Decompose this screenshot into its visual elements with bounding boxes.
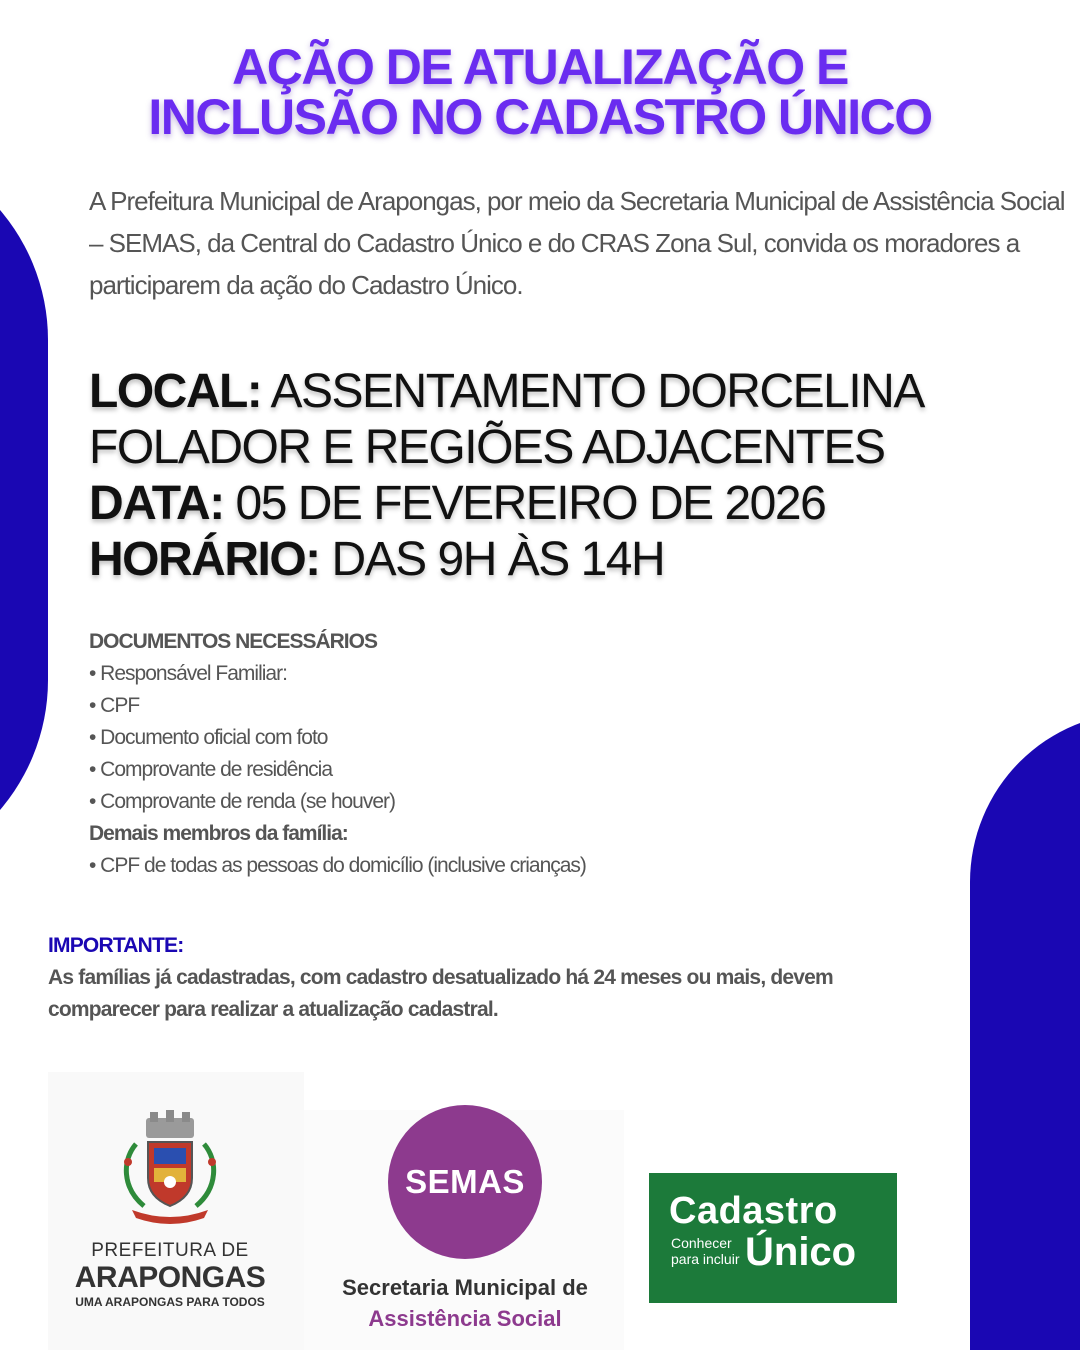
date-label: DATA: xyxy=(89,477,224,530)
event-details xyxy=(89,364,1069,588)
intro-paragraph: A Prefeitura Municipal de Arapongas, por meio da Secretaria Municipal de Assistência Social – SEMAS, da Central do Cadastro Único e do CRAS Zona Sul, convida os moradores a participarem da ação do Cadastro Único. xyxy=(89,186,1065,300)
decorative-right-shape xyxy=(970,712,1080,1350)
list-item: • Comprovante de residência xyxy=(89,758,332,781)
event-date-row xyxy=(89,476,1069,532)
cadastro-tagline-2: para incluir xyxy=(671,1251,740,1267)
event-local-row xyxy=(89,364,1069,420)
list-item: • Comprovante de renda (se houver) xyxy=(89,790,396,813)
local-label: LOCAL: xyxy=(89,365,262,418)
date-value: 05 DE FEVEREIRO DE 2026 xyxy=(223,477,826,530)
time-label: HORÁRIO: xyxy=(89,533,320,586)
prefeitura-line-1: PREFEITURA DE xyxy=(91,1240,249,1261)
prefeitura-logo xyxy=(60,1110,280,1310)
semas-badge-text: SEMAS xyxy=(405,1163,525,1200)
documents-list xyxy=(89,626,889,882)
important-label: IMPORTANTE: xyxy=(48,934,184,957)
prefeitura-line-3: UMA ARAPONGAS PARA TODOS xyxy=(75,1295,265,1309)
prefeitura-line-2: ARAPONGAS xyxy=(74,1261,266,1294)
coat-of-arms-icon xyxy=(114,1110,226,1226)
list-item: • Responsável Familiar: xyxy=(89,662,287,685)
semas-line-1: Secretaria Municipal de xyxy=(342,1275,588,1300)
list-item: • CPF xyxy=(89,694,140,717)
important-notice xyxy=(48,930,948,1026)
important-text: As famílias já cadastradas, com cadastro desatualizado há 24 meses ou mais, devem comparecer para realizar a atualização cadastral. xyxy=(48,966,833,1021)
semas-line-2: Assistência Social xyxy=(368,1306,562,1331)
title-line-2: INCLUSÃO NO CADASTRO ÚNICO xyxy=(148,89,932,145)
decorative-left-shape xyxy=(0,140,48,880)
list-item: • Documento oficial com foto xyxy=(89,726,328,749)
documents-heading: DOCUMENTOS NECESSÁRIOS xyxy=(89,630,377,653)
event-time-row xyxy=(89,532,1069,588)
cadastro-word: Cadastro xyxy=(669,1190,838,1232)
semas-badge xyxy=(388,1105,542,1259)
semas-logo xyxy=(300,1105,630,1335)
local-value-2: FOLADOR E REGIÕES ADJACENTES xyxy=(89,421,885,474)
list-item: • CPF de todas as pessoas do domicílio (inclusive crianças) xyxy=(89,854,586,877)
local-value-1: ASSENTAMENTO DORCELINA xyxy=(261,365,924,418)
time-value: DAS 9H ÀS 14H xyxy=(319,533,665,586)
page-title xyxy=(0,39,1080,145)
cadastro-unico-logo xyxy=(649,1173,897,1303)
event-local-row-2 xyxy=(89,420,1069,476)
other-members-heading: Demais membros da família: xyxy=(89,822,348,845)
unico-word: Único xyxy=(745,1230,857,1274)
cadastro-tagline-1: Conhecer xyxy=(671,1235,732,1251)
title-line-1: AÇÃO DE ATUALIZAÇÃO E xyxy=(232,39,848,95)
